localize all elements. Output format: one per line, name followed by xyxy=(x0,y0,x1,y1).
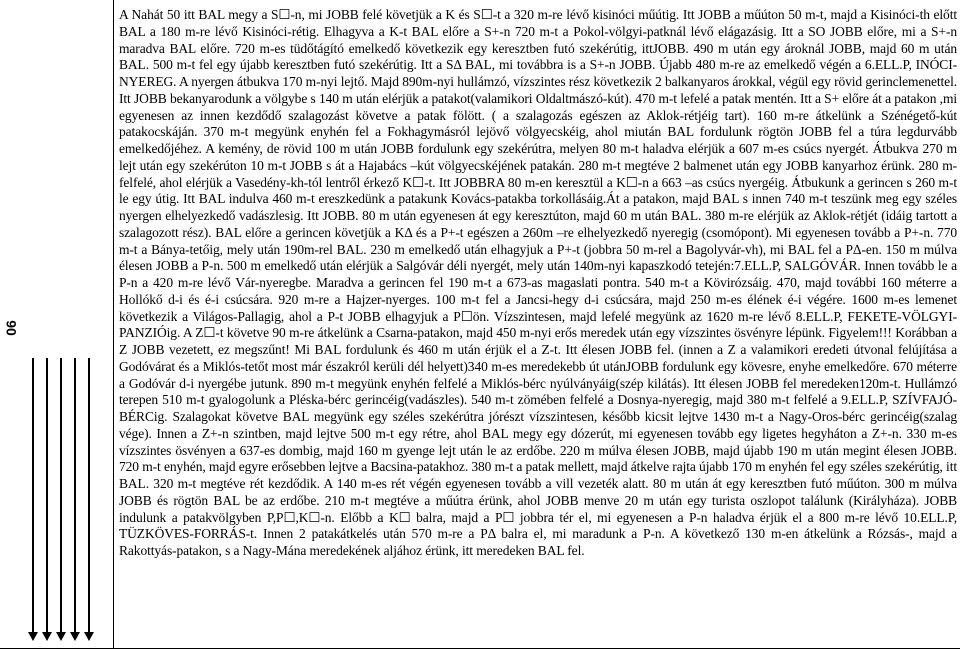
direction-arrows xyxy=(0,0,114,649)
down-arrow-icon xyxy=(28,358,38,641)
margin-column xyxy=(0,0,114,648)
down-arrow-icon xyxy=(56,358,66,641)
down-arrow-icon xyxy=(42,358,52,641)
down-arrow-icon xyxy=(84,358,94,641)
route-description-text: A Nahát 50 itt BAL megy a S☐-n, mi JOBB felé követjük a K és S☐-t a 320 m-re lévő kisinóci műútig. Itt JOBB a műúton 50 m-t, majd a Kisinóci-th előtt BAL a 180 m-re lévő Kisinóci-rétig. Elhagyva a K-t BAL előre a S+-n 720 m-t a Pokol-völgyi-patknál lévő elágazásig. Itt a SO JOBB előre, mi a S+-n maradva BAL előre. 720 m-es tüdőtágító emelkedő következik egy keresztben futó szekérútig, ittJOBB. 490 m után egy ároknál JOBB, majd 60 m után BAL. 500 m-t fel egy újabb keresztben futó szekérútig. Itt a SΔ BAL, mi továbbra is a S+-n JOBB. Újabb 480 m-re az emelkedő végén a 6.ELL.P, INÓCI-NYEREG. A nyergen átbukva 170 m-nyi lejtő. Majd 890m-nyi hullámzó, vízszintes rész következik 2 balkanyaros árokkal, végül egy rövid gerinclemenettel. Itt JOBB bekanyarodunk a völgybe s 140 m után elérjük a patakot(valamikori Oldaltmászó-kút). 470 m-t lefelé a patak mentén. Itt a S+ előre át a patakon ,mi egyenesen az innen kezdődő szalagozást követve a patak fölött. ( a szalagozás egészen az Aklok-rétjéig tart). 160 m-re átkelünk a Szénégető-kút patakocskáján. 370 m-t megyünk enyhén fel a Fokhagymásról lejövő völgyecskéig, ahol miután BAL fordulunk rögtön JOBB fel a túra legdurvább emelkedőjéhez. A kemény, de rövid 100 m után JOBB fordulunk egy szekérútra, melyen 80 m-t haladva elérjük a 607 m-es csúcs nyergét. Átbukva 270 m lejt után egy szekérúton 10 m-t JOBB s át a Hajabács –kút völgyecskéjének patakán. 280 m-t megtéve 2 balmenet után egy JOBB kanyarhoz érünk. 280 m- felfelé, ahol elérjük a Vasedény-kh-tól lentről érkező K☐-t. Itt JOBBRA 80 m-en keresztül a K☐-n a 663 –as csúcs nyergéig. Átbukunk a gerincen s 260 m-t le egy útig. Itt BAL indulva 460 m-t ereszkedünk a patakunk Kovács-patakba torkollásáig.Át a patakon, majd BAL s innen 740 m-t teszünk meg egy széles nyergen elhelyezkedő vadászlesig. Itt JOBB. 80 m után egyenesen át egy keresztúton, majd 60 m után BAL. 380 m-re elérjük az Aklok-rétjét (idáig tartott a szalagozott rész). BAL előre a gerincen követjük a KΔ és a P+-t egészen a 260m –re elhelyezkedő nyeregig (csomópont). Mi egyenesen tovább a P+-n. 770 m-t a Bánya-tetőig, mely után 190m-rel BAL. 230 m emelkedő után elhagyjuk a P+-t (jobbra 50 m-rel a Bagolyvár-vh), mi BAL fel a PΔ-en. 150 m múlva élesen JOBB a P-n. 500 m emelkedő után elérjük a Salgóvár déli nyergét, mely után 140m-nyi kapaszkodó tetején:7.ELL.P, SALGÓVÁR. Innen tovább le a P-n a 420 m-re lévő Vár-nyeregbe. Maradva a gerincen fel 190 m-t a 673-as magaslati pontra. 540 m-t a Kövirózsáig. 470, majd további 160 méterre a Hollókő d-i és é-i csúcsára. 920 m-re a Hajzer-nyerges. 100 m-t fel a Jancsi-hegy d-i csúcsára, majd 250 m-es élének é-i végére. 1600 m-es lemenet következik a Világos-Pallagig, ahol a P-t JOBB elhagyjuk a P☐ön. Vízszintesen, majd lefelé megyünk az 1620 m-re lévő 8.ELL.P, FEKETE-VÖLGYI-PANZIÓig. A Z☐-t követve 90 m-re átkelünk a Csarna-patakon, majd 450 m-nyi erős meredek után egy vízszintes ösvényre lépünk. Figyelem!!! Korábban a Z JOBB vezetett, ez megszűnt! Mi BAL fordulunk és 460 m után érjük el a Z-t. Itt élesen JOBB fel. (innen a Z a valamikori eredeti útvonal felújítása a Godóvárat és a Miklós-tetőt most már északról kerüli dél helyett)340 m-es meredekebb út utánJOBB fordulunk egy kövesre, enyhe emelkedőre. 670 méterre a Godóvár d-i nyergébe jutunk. 890 m-t megyünk enyhén felfelé a Miklós-bérc nyúlványáig(szép kilátás). Itt élesen JOBB fel meredeken120m-t. Hullámzó terepen 510 m-t gyalogolunk a Pléska-bérc gerincéig(vadászles). 540 m-t zömében felfelé a Dosnya-nyeregig, majd 380 m-t felfelé a 9.ELL.P, SZÍVFAJÓ-BÉRCig. Szalagokat követve BAL megyünk egy széles szekérútra jórészt vízszintesen, később kicsit lejtve 1430 m-t a Nagy-Oros-bérc gerincéig(szalag vége). Innen a Z+-n szintben, majd lejtve 500 m-t egy rétre, ahol BAL megy egy dózerút, mi egyenesen tovább egy ligetes hegyháton a Z+-n. 330 m-es vízszintes ösvényen a 637-es dombig, majd 160 m gyenge lejt után le az erdőbe. 220 m múlva élesen JOBB, majd újabb 190 m után megint élesen JOBB. 720 m-t enyhén, majd egyre erősebben lejtve a Bacsina-patakhoz. 380 m-t a patak mellett, majd átkelve rajta újabb 170 m enyhén fel egy széles szekérútig, itt BAL. 320 m-t megtéve rét kezdődik. A 140 m-es rét végén egyenesen tovább a vill vezeték alatt. 80 m után át egy keresztben futó műúton. 300 m múlva JOBB és rögtön BAL be az erdőbe. 210 m-t megtéve a műútra érünk, ahol JOBB menve 20 m után egy turista oszlopot találunk (Királyháza). JOBB indulunk a patakvölgyben P,P☐,K☐-n. Előbb a K☐ balra, majd a P☐ jobbra tér el, mi egyenesen a P-n haladva érjük el a 800 m-re lévő 10.ELL.P, TÜZKÖVES-FORRÁS-t. Innen 2 patakátkelés után 570 m-re a PΔ balra el, mi maradunk a P-n. A következő 130 m-en átkelünk a Rózsás-, majd a Rakottyás-patakon, s a Nagy-Mána meredekének aljához érünk, itt meredeken BAL fel. xyxy=(119,7,957,558)
down-arrow-icon xyxy=(70,358,80,641)
page-number: 06 xyxy=(3,320,19,336)
